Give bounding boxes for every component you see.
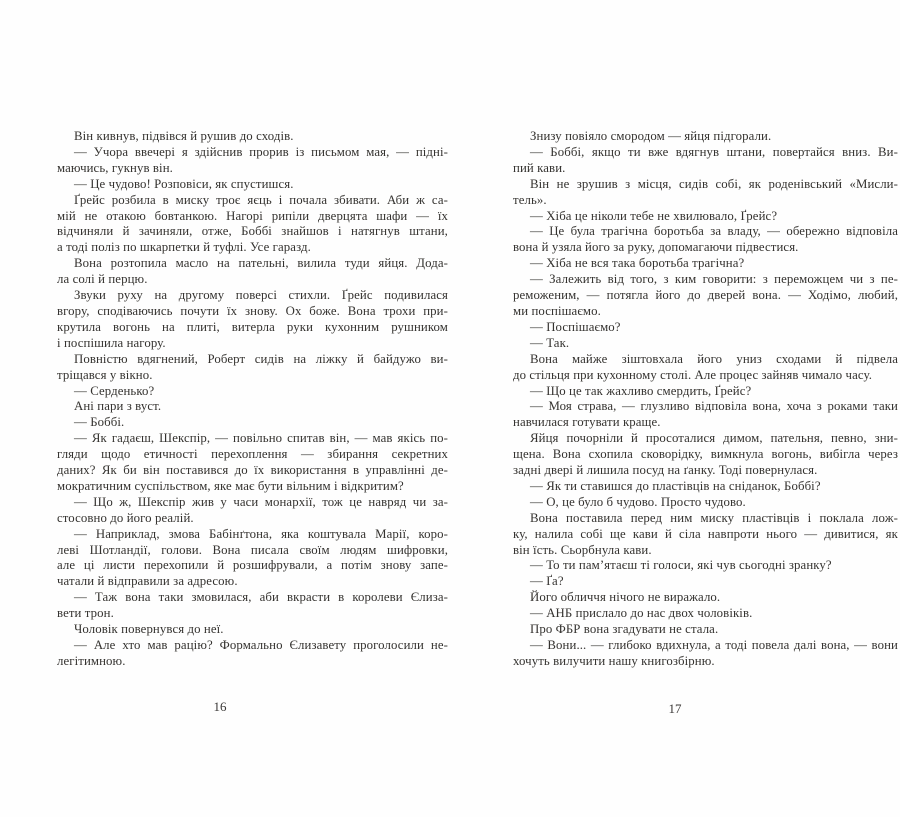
paragraph	[513, 177, 898, 209]
paragraph	[513, 638, 898, 670]
paragraph	[57, 527, 448, 591]
text-line: Вона поставила перед ним миску пластівців і поклала лож-	[530, 510, 898, 525]
text-line: щена. Вона схопила сковорідку, вимкнула вогонь, вибігла через	[513, 447, 898, 462]
paragraph	[513, 511, 898, 559]
text-line: мократичним суспільством, яке має бути вільним і відкритим?	[57, 478, 404, 493]
text-line: — Хіба це ніколи тебе не хвилювало, Ґрейс?	[530, 208, 778, 223]
text-line: до стільця при кухонному столі. Але процес зайняв чимало часу.	[513, 367, 873, 382]
text-line: крутила вогонь на плиті, витерла руки кухонним рушником	[57, 319, 448, 334]
text-line: — Боббі.	[74, 415, 125, 430]
text-line: ла солі й перцю.	[57, 272, 148, 287]
text-line: Звуки руху на другому поверсі стихли. Ґрейс подивилася	[74, 288, 448, 303]
paragraph	[57, 622, 448, 638]
paragraph	[513, 336, 898, 352]
text-line: леві Шотландії, голови. Вона писала своїм людям шифровки,	[57, 542, 448, 557]
text-line: — Ґа?	[530, 574, 564, 589]
text-line: — Моя страва, — глузливо відповіла вона, хоча з роками таки	[530, 399, 898, 414]
text-line: — Це була трагічна боротьба за владу, — обережно відповіла	[530, 224, 898, 239]
text-line: відчиняли й зачиняли, отже, Боббі знайшов і натягнув штани,	[57, 224, 448, 239]
paragraph	[57, 384, 448, 400]
text-line: — Як ти ставишся до пластівців на сніданок, Боббі?	[530, 478, 821, 493]
text-line: чатали й відправили за адресою.	[57, 574, 238, 589]
text-line: реможеним, — потягла його до дверей вона. — Ходімо, любий,	[513, 288, 898, 303]
paragraph	[57, 415, 448, 431]
text-line: — О, це було б чудово. Просто чудово.	[530, 494, 746, 509]
page-16-text-block	[57, 129, 448, 670]
text-line: — Як гадаєш, Шекспір, — повільно спитав він, — мав якісь по-	[74, 431, 448, 446]
text-line: Він кивнув, підвівся й рушив до сходів.	[74, 129, 294, 143]
page-17-text-block	[513, 129, 898, 670]
text-line: — Що це так жахливо смердить, Ґрейс?	[530, 383, 752, 398]
text-line: — Хіба не вся така боротьба трагічна?	[530, 256, 745, 271]
text-line: тель».	[513, 192, 547, 207]
text-line: Вона розтопила масло на пательні, вилила туди яйця. Дода-	[74, 256, 448, 271]
text-line: — Боббі, якщо ти вже вдягнув штани, повертайся вниз. Ви-	[530, 144, 898, 159]
paragraph	[513, 320, 898, 336]
paragraph	[57, 638, 448, 670]
text-line: мій не отакою бовтанкою. Нагорі рипіли дверцята шафи — їх	[57, 208, 448, 223]
text-line: — Таж вона таки змовилася, аби вкрасти в королеви Єлиза-	[74, 590, 448, 605]
text-line: Про ФБР вона згадувати не стала.	[530, 622, 719, 637]
text-line: — Учора ввечері я здійснив прорив із письмом мая, — підні-	[74, 144, 448, 159]
text-line: вети трон.	[57, 606, 114, 621]
paragraph	[57, 145, 448, 177]
paragraph	[513, 495, 898, 511]
paragraph	[57, 177, 448, 193]
paragraph	[57, 495, 448, 527]
text-line: задні двері й лишила посуд на ґанку. Тоді повернулася.	[513, 463, 818, 478]
text-line: — Серденько?	[74, 383, 155, 398]
paragraph	[513, 399, 898, 431]
text-line: він їсть. Сьорбнула кави.	[513, 542, 652, 557]
text-line: Він не зрушив з місця, сидів собі, як роденівський «Мисли-	[530, 176, 898, 191]
text-line: — Поспішаємо?	[530, 319, 621, 334]
paragraph	[513, 574, 898, 590]
text-line: хочуть вилучити нашу книгозбірню.	[513, 653, 715, 668]
text-line: Ґрейс розбила в миску троє яєць і почала збивати. Аби ж са-	[74, 192, 448, 207]
text-line: Яйця почорніли й просоталися димом, пательня, певно, зни-	[530, 431, 898, 446]
paragraph	[57, 590, 448, 622]
paragraph	[57, 193, 448, 257]
page-number-17: 17	[668, 701, 682, 716]
text-line: — Залежить від того, з ким говорити: з переможцем чи з пе-	[530, 272, 898, 287]
paragraph	[513, 606, 898, 622]
text-line: Вона майже зіштовхала його униз сходами й підвела	[530, 351, 898, 366]
paragraph	[513, 145, 898, 177]
paragraph	[513, 590, 898, 606]
paragraph	[513, 352, 898, 384]
text-line: навчилася готувати краще.	[513, 415, 661, 430]
text-line: Його обличчя нічого не виражало.	[530, 590, 721, 605]
text-line: Ані пари з вуст.	[74, 399, 162, 414]
text-line: пий кави.	[513, 160, 566, 175]
paragraph	[513, 622, 898, 638]
paragraph	[513, 272, 898, 320]
text-line: гляди щодо етичності перехоплення — збирання секретних	[57, 447, 448, 462]
text-line: Повністю вдягнений, Роберт сидів на ліжку й байдужо ви-	[74, 351, 448, 366]
text-line: але ці листи перехопили й розшифрували, а потім знову запе-	[57, 558, 448, 573]
page-number-16: 16	[213, 699, 227, 714]
text-line: а тоді поліз по шкарпетки й туфлі. Усе гаразд.	[57, 240, 311, 255]
text-line: — Це чудово! Розповіси, як спустишся.	[74, 176, 294, 191]
paragraph	[57, 399, 448, 415]
paragraph	[513, 431, 898, 479]
text-line: — То ти пам’ятаєш ті голоси, які чув сьогодні зранку?	[530, 558, 832, 573]
paragraph	[57, 129, 448, 145]
text-line: — Але хто мав рацію? Формально Єлизавету проголосили не-	[74, 638, 448, 652]
text-line: маючись, гукнув він.	[57, 160, 173, 175]
text-line: — Що ж, Шекспір жив у часи монархії, тож це навряд чи за-	[74, 494, 448, 509]
text-line: даних? Як би він поставився до їх використання в управлінні де-	[57, 463, 448, 478]
text-line: Знизу повіяло смородом — яйця підгорали.	[530, 129, 772, 143]
text-line: вгору, сподіваючись почути їх знову. Ох боже. Вона трохи при-	[57, 303, 448, 318]
text-line: — Вони... — глибоко вдихнула, а тоді повела далі вона, — вони	[530, 638, 898, 652]
text-line: ку, налила собі ще кави й сіла навпроти нього — дивитися, як	[513, 526, 898, 541]
paragraph	[513, 256, 898, 272]
paragraph	[57, 431, 448, 495]
text-line: стосовно до його реалій.	[57, 510, 194, 525]
text-line: тріщався у вікно.	[57, 367, 153, 382]
paragraph	[57, 352, 448, 384]
paragraph	[513, 558, 898, 574]
text-line: і поспішила нагору.	[57, 335, 166, 350]
paragraph	[57, 288, 448, 352]
paragraph	[57, 256, 448, 288]
text-line: — АНБ прислало до нас двох чоловіків.	[530, 606, 753, 621]
text-line: — Так.	[530, 335, 570, 350]
paragraph	[513, 224, 898, 256]
paragraph	[513, 129, 898, 145]
paragraph	[513, 479, 898, 495]
text-line: вона й узяла його за руку, допомагаючи підвестися.	[513, 240, 799, 255]
text-line: — Наприклад, змова Бабінґтона, яка коштувала Марії, коро-	[74, 526, 448, 541]
paragraph	[513, 384, 898, 400]
text-line: Чоловік повернувся до неї.	[74, 622, 224, 637]
paragraph	[513, 209, 898, 225]
text-line: легітимною.	[57, 653, 126, 668]
text-line: ми поспішаємо.	[513, 303, 601, 318]
